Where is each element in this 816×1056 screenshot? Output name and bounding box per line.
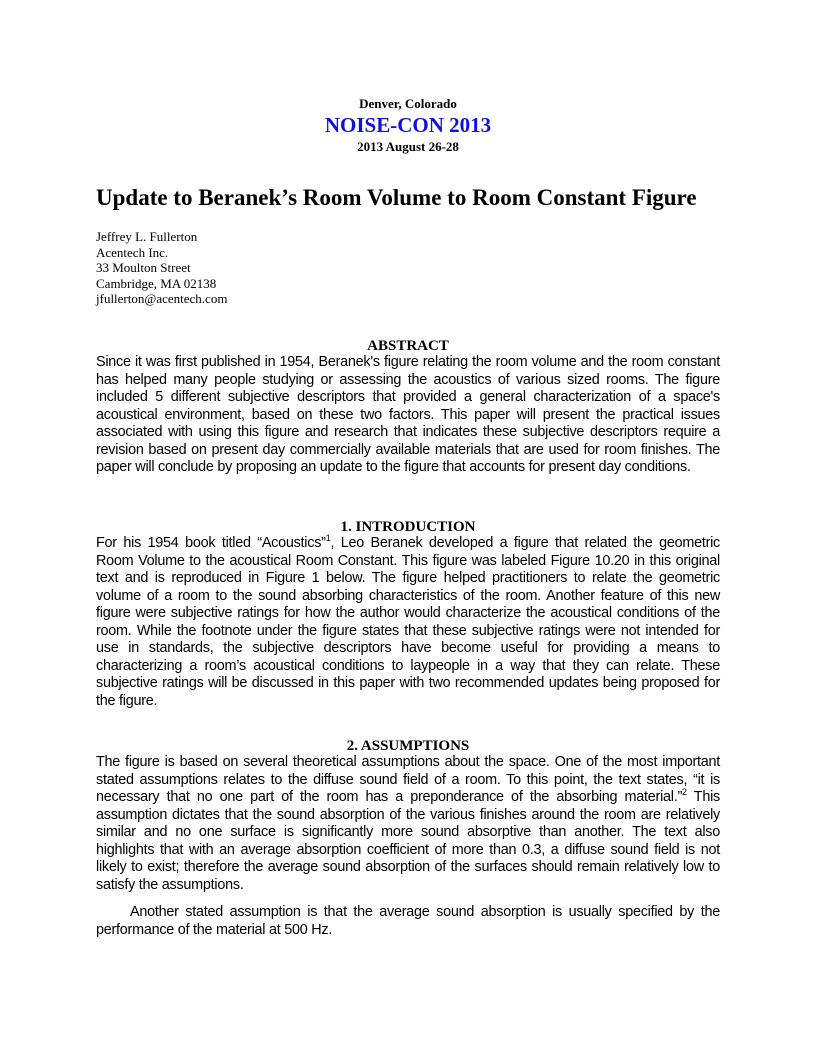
author-block bbox=[96, 229, 227, 307]
author-street: 33 Moulton Street bbox=[96, 260, 191, 275]
conference-location: Denver, Colorado bbox=[359, 96, 457, 111]
introduction-paragraph bbox=[96, 535, 720, 710]
assumptions-text-rest: This assumption dictates that the sound absorption of the various finishes around the room are relatively similar and no one surface is significantly more sound absorptive than another. The text also highlights that with an average absorption coefficient of more than 0.3, a diffuse sound field is not likely to exist; therefore the average sound absorption of the surfaces should remain relatively low to satisfy the assumptions. bbox=[96, 789, 720, 893]
conference-dates: 2013 August 26-28 bbox=[357, 139, 459, 154]
author-name: Jeffrey L. Fullerton bbox=[96, 229, 198, 244]
introduction-text-rest: , Leo Beranek developed a figure that related the geometric Room Volume to the acoustical Room Constant. This figure was labeled Figure 10.20 in this original text and is reproduced in Figure 1 below. The figure helped practitioners to relate the geometric volume of a room to the sound absorbing characteristics of the room. Another feature of this new figure were subjective ratings for how the author would characterize the acoustical conditions of the room. While the footnote under the figure states that these subjective ratings were not intended for use in standards, the subjective descriptors have become useful for providing a means to characterizing a room’s acoustical conditions to laypeople in a way that they can relate. These subjective ratings will be discussed in this paper with two recommended updates being proposed for the figure. bbox=[96, 535, 721, 709]
assumptions-text-start: The figure is based on several theoretical assumptions about the space. One of the most important stated assumptions relates to the diffuse sound field of a room. To this point, the text states, “it is necessary that no one part of the room has a preponderance of the absorbing material.” bbox=[96, 754, 720, 805]
author-affiliation: Acentech Inc. bbox=[96, 244, 169, 260]
assumptions-paragraph-1 bbox=[96, 754, 720, 894]
author-city: Cambridge, MA 02138 bbox=[96, 275, 217, 291]
assumptions-heading: 2. ASSUMPTIONS bbox=[346, 738, 470, 754]
conference-name: NOISE-CON 2013 bbox=[324, 113, 492, 137]
abstract-text: Since it was first published in 1954, Beranek's figure relating the room volume and the room constant has helped many people studying or assessing the acoustics of various sized rooms. The figure included 5 different subjective descriptors that provided a general characterization of a space's acoustical environment, based on these two factors. This paper will present the practical issues associated with using this figure and research that indicates these subjective descriptors require a revision based on present day commercially available materials that are used for room finishes. The paper will conclude by proposing an update to the figure that accounts for present day conditions. bbox=[96, 354, 720, 475]
reference-marker-2: 2 bbox=[682, 787, 687, 797]
introduction-heading: 1. INTRODUCTION bbox=[340, 519, 476, 535]
assumptions-paragraph-2: Another stated assumption is that the average sound absorption is usually specified by the performance of the material at 500 Hz. bbox=[96, 904, 720, 938]
abstract-heading: ABSTRACT bbox=[367, 338, 449, 354]
reference-marker-1: 1 bbox=[325, 533, 331, 543]
author-email: jfullerton@acentech.com bbox=[96, 291, 228, 306]
introduction-text-start: For his 1954 book titled “Acoustics” bbox=[96, 535, 326, 551]
conference-header bbox=[0, 95, 816, 155]
paper-title: Update to Beranek’s Room Volume to Room Constant Figure bbox=[96, 185, 697, 210]
